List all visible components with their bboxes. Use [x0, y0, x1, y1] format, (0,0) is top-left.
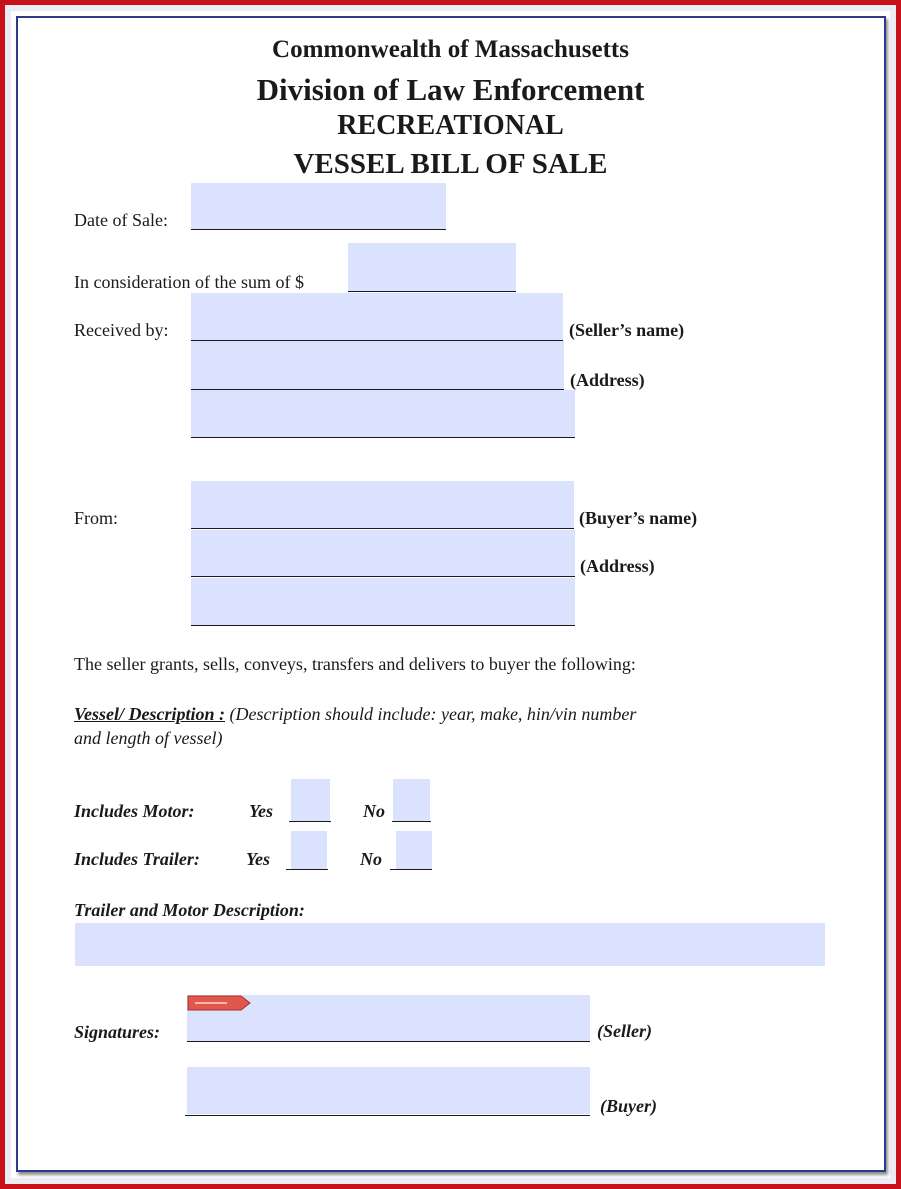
motor-no-label: No [363, 801, 385, 821]
seller-signature-hint: (Seller) [597, 1021, 652, 1041]
trailer-no-checkbox[interactable] [396, 831, 432, 870]
buyer-address-underline-1 [191, 576, 575, 577]
trailer-no-label: No [360, 849, 382, 869]
includes-trailer-label: Includes Trailer: [74, 849, 200, 869]
seller-address-hint: (Address) [570, 370, 645, 390]
motor-yes-checkbox[interactable] [291, 779, 330, 821]
date-of-sale-underline [191, 229, 446, 230]
grant-text: The seller grants, sells, conveys, transfers and delivers to buyer the following: [74, 654, 636, 674]
sign-here-arrow-icon [187, 995, 251, 1011]
date-of-sale-field[interactable] [191, 183, 446, 230]
seller-address-field-1[interactable] [191, 341, 564, 389]
includes-motor-label: Includes Motor: [74, 801, 195, 821]
seller-name-field[interactable] [191, 293, 563, 341]
received-by-label: Received by: [74, 320, 169, 340]
from-label: From: [74, 508, 119, 528]
trailer-motor-description-field[interactable] [75, 923, 825, 966]
header-bill-of-sale: VESSEL BILL OF SALE [293, 148, 608, 180]
signatures-label: Signatures: [74, 1022, 161, 1042]
motor-yes-label: Yes [249, 801, 273, 821]
sum-field[interactable] [348, 243, 516, 292]
buyer-name-underline [191, 528, 574, 529]
buyer-address-field-2[interactable] [191, 578, 575, 625]
trailer-yes-label: Yes [246, 849, 270, 869]
trailer-yes-underline [286, 869, 328, 870]
motor-no-underline [392, 821, 431, 822]
vessel-description-heading: Vessel/ Description : [74, 704, 225, 724]
vessel-description-note-2: and length of vessel) [74, 728, 223, 748]
buyer-signature-hint: (Buyer) [600, 1096, 657, 1116]
sign-here-icon[interactable] [187, 995, 251, 1011]
buyer-address-underline-2 [191, 625, 575, 626]
seller-name-hint: (Seller’s name) [569, 320, 685, 340]
buyer-name-hint: (Buyer’s name) [579, 508, 698, 528]
buyer-address-hint: (Address) [580, 556, 655, 576]
vessel-description-note-1: (Description should include: year, make, hin/vin number [225, 704, 637, 724]
motor-yes-underline [289, 821, 331, 822]
trailer-yes-checkbox[interactable] [291, 831, 327, 870]
header-division: Division of Law Enforcement [256, 72, 645, 107]
seller-address-field-2[interactable] [191, 390, 575, 437]
vessel-description-line1 [74, 704, 636, 725]
sum-underline [348, 291, 516, 292]
seller-signature-underline [187, 1041, 590, 1042]
buyer-signature-underline [185, 1115, 590, 1116]
date-of-sale-label: Date of Sale: [74, 210, 168, 230]
buyer-address-field-1[interactable] [191, 530, 575, 577]
buyer-name-field[interactable] [191, 481, 574, 529]
header-commonwealth: Commonwealth of Massachusetts [272, 36, 629, 63]
motor-no-checkbox[interactable] [393, 779, 430, 821]
seller-address-underline-2 [191, 437, 575, 438]
buyer-signature-field[interactable] [187, 1067, 590, 1114]
header-recreational: RECREATIONAL [337, 110, 564, 141]
trailer-motor-description-label: Trailer and Motor Description: [74, 900, 305, 920]
consideration-label: In consideration of the sum of $ [74, 272, 304, 292]
trailer-no-underline [390, 869, 432, 870]
